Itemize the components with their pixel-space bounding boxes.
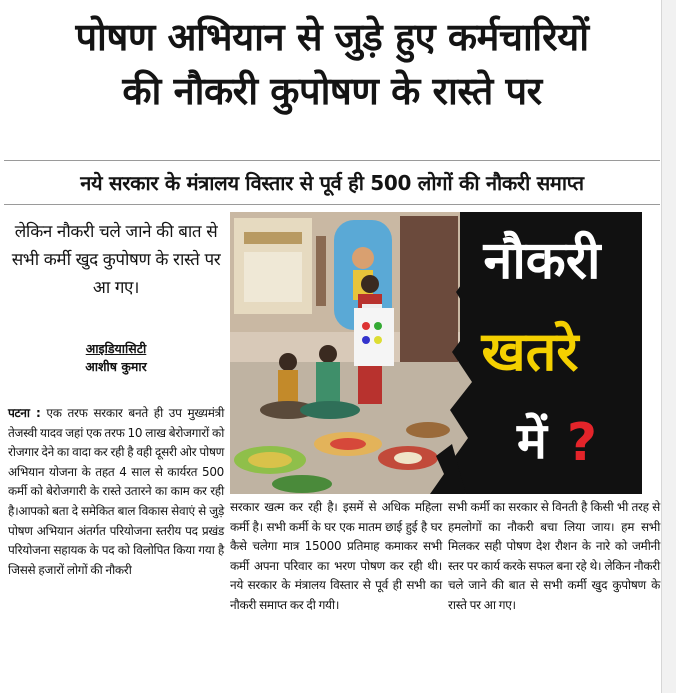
overlay-word-khatre: खतरे <box>481 320 579 383</box>
byline <box>8 340 224 376</box>
article-column-1-text: एक तरफ सरकार बनते ही उप मुख्यमंत्री तेजस्वी यादव जहां एक तरफ 10 लाख बेरोजगारों को रोजगार देने का वादा कर रही है वही दूसरी ओर पोषण अभियान योजना के तहत 4 साल से कार्यरत 500 कर्मी को बेरोजगारी के रास्ते उतारने का काम कर रही है।आपको बता दे समेकित बाल विकास सेवाएं से जुड़े पोषण अभियान अंतर्गत परियोजना स्तरीय पद प्रखंड परियोजना सहायक के पद को विलोपित किया गया है जिससे हजारों लोगों की नौकरी <box>8 406 225 577</box>
headline-line-2: की नौकरी कुपोषण के रास्ते पर <box>122 69 542 113</box>
overlay-question-mark: ? <box>566 413 598 473</box>
byline-organization: आइडियासिटी <box>85 341 147 356</box>
article-column-3: सभी कर्मी का सरकार से विनती है किसी भी तरह से हमलोगों का नौकरी बचा लिया जाय। हम सभी मिलकर सही पोषण देश रौशन के नारे को जमीनी स्तर पर कार्य करके सफल बना रहे थे। लेकिन नौकरी चले जाने की बात से सभी कर्मी खुद कुपोषण के रास्ते पर आ गए। <box>448 500 660 612</box>
headline-line-1: पोषण अभियान से जुड़े हुए कर्मचारियों <box>75 15 589 59</box>
pull-quote: लेकिन नौकरी चले जाने की बात से सभी कर्मी खुद कुपोषण के रास्ते पर आ गए। <box>11 222 221 298</box>
article-column-2: सरकार खत्म कर रही है। इसमें से अधिक महिला कर्मी है। सभी कर्मी के घर एक मातम छाई हुई है घर कैसे चलेगा मात्र 15000 प्रतिमाह कमाकर सभी कर्मी अपना परिवार का भरण पोषण कर रही थी। नये सरकार के मंत्रालय विस्तार से पूर्व ही सभी का नौकरी समाप्त कर दी गयी। <box>230 500 442 612</box>
overlay-word-mein: में <box>517 412 547 470</box>
headline <box>4 10 660 118</box>
divider <box>4 160 660 161</box>
subheadline: नये सरकार के मंत्रालय विस्तार से पूर्व ही 500 लोगों की नौकरी समाप्त <box>80 171 584 195</box>
news-photo <box>230 212 642 494</box>
byline-author: आशीष कुमार <box>85 359 147 374</box>
article-dateline: पटना : <box>8 406 41 420</box>
page-edge <box>661 0 676 693</box>
photo-illustration <box>230 212 642 494</box>
divider <box>4 204 660 205</box>
article-column-1 <box>8 404 224 580</box>
overlay-word-naukri: नौकरी <box>483 231 601 291</box>
